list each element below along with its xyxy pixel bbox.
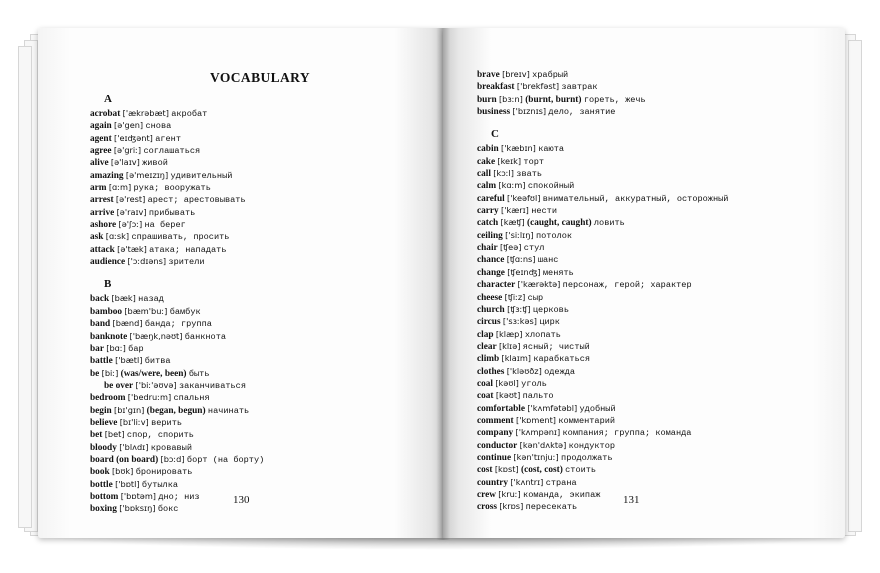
entry-transcription: [ə'griː] — [113, 145, 142, 156]
entry-word: bloody — [90, 442, 117, 453]
entry-translation: акробат — [171, 109, 208, 119]
vocab-entry — [90, 119, 410, 131]
entry-transcription: ['bætl] — [115, 355, 143, 366]
entry-transcription: ['kæbɪn] — [501, 143, 536, 154]
entry-word: cake — [477, 156, 496, 167]
vocab-entry — [90, 181, 410, 193]
entry-verb-forms: (burnt, burnt) — [525, 94, 582, 105]
vocab-entry — [477, 93, 797, 105]
entry-translation: персонаж, герой; характер — [562, 280, 692, 291]
entry-transcription: ['eɪʤənt] — [114, 132, 153, 143]
vocab-entry — [90, 404, 410, 416]
entry-translation: ловить — [593, 218, 625, 229]
entry-word: book — [90, 467, 110, 478]
entry-word: battle — [90, 356, 113, 367]
vocab-entry — [477, 414, 797, 426]
vocab-entry — [477, 365, 797, 377]
entry-transcription: [ə'laɪv] — [110, 157, 140, 168]
vocab-entry — [90, 107, 410, 119]
entry-word: bamboo — [90, 306, 123, 317]
entry-translation: сыр — [527, 292, 544, 303]
entry-transcription: [ʧiːz] — [504, 291, 526, 302]
vocab-entry — [477, 80, 797, 92]
entry-word: circus — [477, 317, 501, 328]
vocab-entry — [90, 317, 410, 329]
entry-word: arrest — [90, 195, 114, 206]
entry-word: clear — [477, 341, 497, 352]
vocab-entry — [477, 179, 797, 191]
entry-translation: храбрый — [532, 70, 569, 80]
vocab-entry — [477, 253, 797, 265]
vocab-entry — [90, 132, 410, 144]
entry-transcription: [ə'tæk] — [117, 243, 147, 254]
page-number-left: 130 — [233, 494, 250, 506]
entry-transcription: ['blʌdɪ] — [119, 441, 149, 452]
vocab-subentry — [90, 379, 410, 391]
entry-transcription: ['bɒksɪŋ] — [119, 503, 156, 514]
entry-transcription: [bænd] — [112, 318, 143, 329]
entry-word: begin — [90, 405, 112, 416]
entry-transcription: ['sɜːkəs] — [502, 316, 537, 327]
entry-translation: цирк — [539, 317, 560, 328]
entry-word: careful — [477, 193, 505, 204]
entry-transcription: [keɪk] — [497, 155, 522, 166]
vocab-entry — [477, 204, 797, 216]
entry-translation: бутылка — [141, 479, 179, 490]
vocab-entry — [477, 291, 797, 303]
entry-translation: потолок — [535, 230, 573, 241]
entry-word: again — [90, 121, 112, 132]
entry-word: audience — [90, 257, 126, 268]
entry-translation: одежда — [544, 366, 576, 377]
entry-translation: удобный — [579, 403, 616, 414]
entry-translation: на берег — [144, 220, 186, 231]
entry-translation: начинать — [207, 405, 250, 416]
vocab-entry — [477, 328, 797, 340]
entry-word: change — [477, 267, 505, 278]
entry-word: conductor — [477, 440, 518, 451]
vocab-entry — [477, 105, 797, 117]
entry-transcription: [ə'raɪv] — [116, 206, 147, 217]
vocab-entry — [477, 229, 797, 241]
entry-translation: компания; группа; команда — [562, 428, 692, 439]
entry-translation: спальня — [173, 393, 210, 404]
entry-transcription: [biː] — [101, 367, 119, 378]
entry-transcription: ['bæŋk,nəʊt] — [129, 330, 183, 341]
entry-translation: банда; группа — [144, 319, 212, 330]
entry-transcription: [bɑː] — [106, 342, 126, 353]
left-page-edge-stack — [18, 46, 32, 528]
entry-word: call — [477, 169, 491, 180]
entry-word: cross — [477, 502, 497, 513]
entry-translation: быть — [188, 368, 210, 379]
vocab-entry — [90, 428, 410, 440]
entry-word: bottle — [90, 479, 113, 490]
vocab-entry — [477, 167, 797, 179]
section-spacer — [477, 117, 797, 127]
entry-word: church — [477, 304, 505, 315]
entry-word: band — [90, 319, 111, 330]
entry-verb-forms: (was/were, been) — [120, 368, 187, 379]
entry-word: chance — [477, 255, 505, 266]
entry-transcription: [kəʊt] — [495, 390, 521, 401]
entry-translation: гореть, жечь — [583, 94, 646, 105]
vocab-entry — [90, 156, 410, 168]
entry-translation: каюта — [538, 144, 565, 155]
entry-word: breakfast — [477, 82, 515, 93]
entry-word: alive — [90, 158, 109, 169]
entry-word: comment — [477, 415, 514, 426]
entry-transcription: [klæp] — [495, 328, 523, 339]
entry-translation: атака; нападать — [149, 244, 227, 255]
vocab-entry — [477, 463, 797, 475]
entry-transcription: [ɑːsk] — [105, 231, 130, 242]
entry-word: country — [477, 477, 508, 488]
entry-translation: бар — [128, 343, 144, 354]
entry-word: burn — [477, 94, 497, 105]
section-letter: C — [491, 128, 499, 141]
entry-transcription: [klaɪm] — [501, 353, 531, 364]
entry-transcription: [breɪv] — [502, 69, 530, 79]
entry-word: climb — [477, 354, 500, 365]
entry-word: acrobat — [90, 109, 121, 119]
entry-translation: торт — [523, 156, 545, 167]
entry-transcription: [kən'tɪnjuː] — [513, 451, 559, 462]
entry-transcription: ['ækrəbæt] — [122, 108, 169, 118]
vocab-entry — [90, 218, 410, 230]
book-spine — [436, 28, 450, 540]
entry-translation: бронировать — [135, 467, 193, 478]
entry-transcription: [ʧɜːʧ] — [507, 303, 531, 314]
entry-translation: удивительный — [170, 170, 233, 181]
entry-transcription: [kəʊl] — [495, 377, 519, 388]
vocab-entry — [90, 490, 410, 502]
entry-translation: заканчиваться — [178, 380, 246, 391]
vocab-entry — [90, 292, 410, 304]
vocab-entry — [477, 278, 797, 290]
entry-transcription: [ə'rest] — [115, 194, 146, 205]
vocab-entry — [90, 243, 410, 255]
entry-word: boxing — [90, 504, 117, 515]
entry-translation: команда, экипаж — [523, 490, 601, 500]
vocab-entry — [90, 206, 410, 218]
entry-word: be — [90, 368, 100, 379]
entry-transcription: ['brekfəst] — [516, 81, 560, 92]
entry-translation: завтрак — [561, 82, 598, 93]
vocab-entry — [90, 465, 410, 477]
vocab-entry — [90, 502, 410, 514]
entry-translation: стул — [523, 243, 545, 254]
entry-word: banknote — [90, 331, 128, 342]
vocab-entry — [477, 68, 797, 80]
entry-transcription: [kɔːl] — [493, 168, 514, 179]
entry-transcription: ['ɔːdɪəns] — [127, 256, 167, 267]
entry-transcription: [bæk] — [111, 293, 136, 304]
entry-translation: рука; вооружать — [133, 183, 211, 194]
entry-translation: звать — [516, 169, 543, 180]
entry-transcription: ['kɒment] — [516, 414, 556, 425]
entry-transcription: ['kærəktə] — [517, 279, 561, 290]
entry-verb-forms: (cost, cost) — [520, 465, 563, 476]
entry-translation: агент — [155, 133, 181, 144]
section-spacer — [90, 267, 410, 277]
entry-transcription: ['keəfʊl] — [507, 192, 541, 203]
entry-translation: кровавый — [150, 442, 192, 453]
vocab-entry — [477, 377, 797, 389]
vocab-entry — [477, 476, 797, 488]
entry-word: ceiling — [477, 230, 503, 241]
entry-translation: зрители — [168, 257, 205, 268]
entry-translation: кондуктор — [568, 440, 616, 451]
left-page — [38, 28, 443, 538]
entry-translation: хлопать — [524, 329, 561, 340]
entry-word: arm — [90, 183, 107, 194]
entry-translation: церковь — [532, 304, 569, 315]
vocab-entry — [477, 439, 797, 451]
entry-transcription: [kæʧ] — [500, 217, 525, 228]
entry-transcription: [krɒs] — [499, 501, 524, 512]
vocab-entry — [90, 391, 410, 403]
entry-word: coal — [477, 378, 494, 389]
vocab-entry — [477, 451, 797, 463]
vocab-entry — [477, 155, 797, 167]
entry-word: board (on board) — [90, 454, 159, 465]
section-letter: B — [104, 278, 112, 291]
entry-translation: битва — [144, 356, 171, 367]
entry-transcription: [ʧɑːns] — [506, 254, 536, 265]
entry-translation: пальто — [522, 391, 554, 402]
entry-translation: ясный; чистый — [522, 341, 590, 352]
vocab-entry — [90, 453, 410, 465]
entry-translation: менять — [542, 267, 574, 278]
entry-translation: уголь — [521, 378, 547, 389]
entry-word: bar — [90, 343, 104, 354]
entry-word: coat — [477, 391, 494, 402]
entry-word: back — [90, 294, 110, 305]
vocab-entry — [477, 426, 797, 438]
entry-word: crew — [477, 490, 496, 500]
vocab-entry — [477, 389, 797, 401]
entry-transcription: ['kʌmfətəbl] — [527, 402, 578, 413]
entry-word: catch — [477, 218, 499, 229]
entry-translation: шанс — [537, 255, 559, 266]
entry-transcription: [bɪ'gɪn] — [114, 404, 145, 415]
entry-transcription: [bɜːn] — [498, 93, 523, 104]
entry-translation: верить — [151, 417, 183, 428]
vocab-entry — [477, 315, 797, 327]
entry-word: agree — [90, 146, 112, 157]
entry-word: agent — [90, 133, 112, 144]
entry-word: bedroom — [90, 393, 126, 404]
entry-word: bottom — [90, 491, 119, 502]
entry-transcription: [bʊk] — [111, 466, 134, 477]
vocab-entry — [477, 266, 797, 278]
entry-word: company — [477, 428, 514, 439]
entry-transcription: ['bedruːm] — [127, 392, 172, 403]
vocab-entry — [90, 478, 410, 490]
entry-transcription: [ə'ʃɔː] — [118, 219, 143, 230]
entry-transcription: [kɑːm] — [498, 180, 526, 191]
entry-transcription: [ə'meɪzɪŋ] — [125, 169, 169, 180]
entry-translation: соглашаться — [143, 146, 201, 157]
entry-transcription: [ʧeə] — [499, 242, 522, 253]
entry-translation: нести — [531, 206, 557, 217]
entry-word: carry — [477, 206, 499, 217]
entry-word: calm — [477, 181, 497, 192]
vocab-entry — [90, 441, 410, 453]
entry-translation: стоить — [565, 465, 597, 476]
entry-word: cheese — [477, 292, 503, 303]
vocab-entry — [90, 193, 410, 205]
entry-transcription: [bet] — [104, 429, 125, 440]
vocab-entry — [477, 352, 797, 364]
entry-transcription: ['kærɪ] — [501, 205, 529, 216]
entry-transcription: [ə'gen] — [114, 120, 144, 131]
vocab-entry — [90, 169, 410, 181]
entry-word: character — [477, 280, 516, 291]
entry-translation: комментарий — [558, 415, 616, 426]
vocab-entry — [90, 255, 410, 267]
entry-word: chair — [477, 243, 498, 254]
entry-translation: бокс — [157, 504, 179, 515]
entry-translation: спрашивать, просить — [131, 232, 230, 243]
entry-word: arrive — [90, 207, 115, 218]
vocab-entry — [90, 330, 410, 342]
entry-transcription: [bɪ'liːv] — [119, 416, 149, 427]
vocab-entry — [90, 342, 410, 354]
entry-translation: назад — [138, 294, 164, 305]
entry-transcription: [bɔːd] — [160, 453, 185, 464]
entry-word: clap — [477, 329, 494, 340]
entry-transcription: [kruː] — [498, 489, 521, 499]
vocab-entry — [477, 340, 797, 352]
entry-translation: пересекать — [525, 502, 578, 513]
vocab-entry — [90, 367, 410, 379]
entry-transcription: ['bɒtl] — [115, 478, 140, 489]
entry-translation: прибывать — [148, 207, 196, 218]
entry-transcription: ['bɒtəm] — [120, 490, 156, 501]
entry-translation: арест; арестовывать — [147, 195, 246, 206]
entry-translation: снова — [145, 121, 172, 132]
entry-transcription: [klɪə] — [498, 340, 521, 351]
entry-transcription: [ɑːm] — [108, 182, 132, 193]
entry-transcription: ['kləʊðz] — [506, 365, 542, 376]
entry-transcription: [kən'dʌktə] — [519, 439, 567, 450]
entry-word: amazing — [90, 170, 124, 181]
vocab-entry — [477, 241, 797, 253]
vocab-entry — [477, 216, 797, 228]
entry-transcription: ['kʌmpənɪ] — [515, 427, 561, 438]
entry-word: believe — [90, 417, 118, 428]
entry-word: be over — [104, 380, 134, 391]
entry-transcription: ['siːlɪŋ] — [505, 229, 534, 240]
entry-translation: борт (на борту) — [186, 454, 265, 465]
entry-translation: банкнота — [184, 331, 227, 342]
entry-translation: страна — [545, 477, 577, 488]
vocab-entry — [90, 230, 410, 242]
entry-translation: карабкаться — [533, 354, 591, 365]
entry-translation: дело, занятие — [548, 107, 616, 118]
right-page — [443, 28, 845, 538]
entry-translation: внимательный, аккуратный, осторожный — [542, 193, 729, 204]
entry-transcription: [ʧeɪnʤ] — [507, 266, 541, 277]
vocab-entry — [90, 416, 410, 428]
entry-word: brave — [477, 70, 500, 80]
vocab-entry — [90, 305, 410, 317]
entry-word: attack — [90, 244, 115, 255]
entry-verb-forms: (began, begun) — [146, 405, 206, 416]
entry-word: business — [477, 107, 511, 118]
entry-word: cost — [477, 465, 493, 476]
vocab-entry — [477, 402, 797, 414]
entry-translation: живой — [142, 158, 168, 169]
right-page-edge-stack — [848, 40, 862, 532]
entry-word: clothes — [477, 366, 505, 377]
vocabulary-title: VOCABULARY — [209, 70, 310, 85]
entry-word: bet — [90, 430, 103, 441]
entry-translation: спор, спорить — [126, 430, 194, 441]
entry-word: cabin — [477, 144, 499, 155]
vocab-entry — [90, 144, 410, 156]
right-page-column — [477, 68, 797, 513]
vocab-entry — [477, 303, 797, 315]
entry-verb-forms: (caught, caught) — [527, 218, 592, 229]
entry-translation: продолжать — [561, 452, 613, 463]
entry-transcription: ['kʌntrɪ] — [510, 476, 544, 487]
entry-transcription: [kɒst] — [494, 464, 519, 475]
entry-translation: дно; низ — [158, 491, 200, 502]
left-page-column — [90, 68, 410, 515]
vocab-entry — [90, 354, 410, 366]
entry-translation: бамбук — [169, 306, 201, 317]
vocab-entry — [477, 142, 797, 154]
entry-transcription: ['biː'əʊvə] — [135, 379, 177, 390]
entry-transcription: [bæm'buː] — [124, 305, 168, 316]
entry-word: comfortable — [477, 403, 526, 414]
entry-word: ask — [90, 232, 104, 243]
vocab-entry — [477, 192, 797, 204]
entry-transcription: ['bɪznɪs] — [512, 106, 547, 117]
section-letter: A — [104, 93, 112, 105]
entry-translation: спокойный — [527, 181, 575, 192]
entry-word: continue — [477, 452, 512, 463]
entry-word: ashore — [90, 220, 117, 231]
page-number-right: 131 — [623, 494, 640, 506]
